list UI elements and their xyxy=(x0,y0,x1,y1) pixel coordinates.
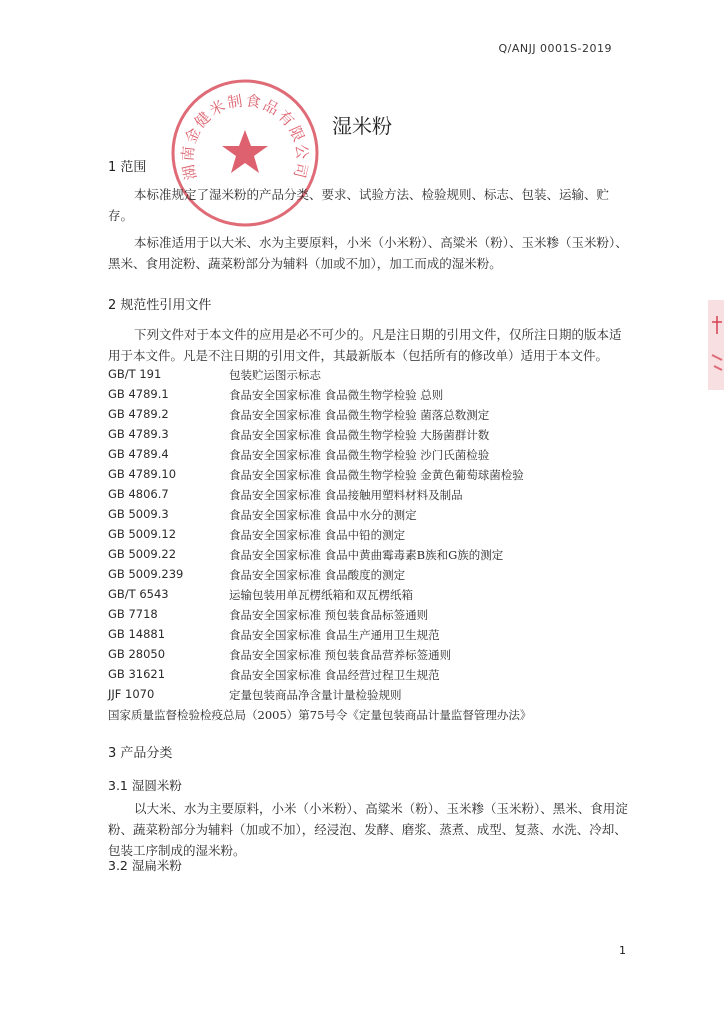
section-1-heading: 1 范围 xyxy=(108,160,147,175)
reference-row xyxy=(108,607,628,627)
section-2-heading: 2 规范性引用文件 xyxy=(108,298,212,313)
reference-name: 食品安全国家标准 食品酸度的测定 xyxy=(229,568,406,582)
reference-name: 食品安全国家标准 食品生产通用卫生规范 xyxy=(229,628,440,642)
reference-code: GB 4789.10 xyxy=(108,467,177,481)
reference-code: GB 4789.2 xyxy=(108,407,169,421)
reference-name: 食品安全国家标准 预包装食品标签通则 xyxy=(229,608,429,622)
reference-row xyxy=(108,527,628,547)
reference-name: 食品安全国家标准 食品微生物学检验 大肠菌群计数 xyxy=(229,428,490,442)
reference-row xyxy=(108,507,628,527)
reference-code: GB/T 191 xyxy=(108,367,162,381)
reference-name: 运输包装用单瓦楞纸箱和双瓦楞纸箱 xyxy=(229,588,413,602)
reference-row xyxy=(108,467,628,487)
reference-row xyxy=(108,587,628,607)
reference-code: GB 14881 xyxy=(108,627,166,641)
reference-name: 食品安全国家标准 食品微生物学检验 总则 xyxy=(229,388,444,402)
reference-code: GB/T 6543 xyxy=(108,587,169,601)
page-number: 1 xyxy=(619,944,626,957)
subsection-3-2-heading: 3.2 湿扁米粉 xyxy=(108,858,182,873)
reference-name: 食品安全国家标准 食品接触用塑料材料及制品 xyxy=(229,488,463,502)
reference-row xyxy=(108,547,628,567)
reference-name: 食品安全国家标准 食品中水分的测定 xyxy=(229,508,417,522)
regulation-reference: 国家质量监督检验检疫总局（2005）第75号令《定量包装商品计量监督管理办法》 xyxy=(108,708,532,722)
reference-code: GB 28050 xyxy=(108,647,166,661)
reference-code: GB 4789.4 xyxy=(108,447,169,461)
edge-seal-mark xyxy=(702,300,724,390)
reference-name: 包装贮运图示标志 xyxy=(229,368,321,382)
reference-code: GB 5009.12 xyxy=(108,527,177,541)
reference-name: 食品安全国家标准 食品中铅的测定 xyxy=(229,528,406,542)
reference-name: 食品安全国家标准 食品微生物学检验 沙门氏菌检验 xyxy=(229,448,490,462)
reference-row xyxy=(108,627,628,647)
reference-row xyxy=(108,387,628,407)
reference-name: 食品安全国家标准 预包装食品营养标签通则 xyxy=(229,648,452,662)
reference-row xyxy=(108,567,628,587)
document-code: Q/ANJJ 0001S-2019 xyxy=(498,42,612,55)
seal-text: 湖南金健米制食品有限公司 xyxy=(178,91,312,182)
reference-row xyxy=(108,487,628,507)
reference-code: GB 5009.22 xyxy=(108,547,177,561)
reference-name: 食品安全国家标准 食品微生物学检验 金黄色葡萄球菌检验 xyxy=(229,468,524,482)
section-2-intro: 下列文件对于本文件的应用是必不可少的。凡是注日期的引用文件，仅所注日期的版本适用于本文件。凡是不注日期的引用文件，其最新版本（包括所有的修改单）适用于本文件。 xyxy=(108,327,622,363)
reference-name: 食品安全国家标准 食品中黄曲霉毒素B族和G族的测定 xyxy=(229,548,504,562)
reference-row xyxy=(108,407,628,427)
reference-row xyxy=(108,427,628,447)
reference-code: GB 7718 xyxy=(108,607,158,621)
reference-code: GB 31621 xyxy=(108,667,166,681)
reference-name: 食品安全国家标准 食品经营过程卫生规范 xyxy=(229,668,440,682)
reference-row xyxy=(108,687,628,707)
section-1-paragraph-1: 本标准规定了湿米粉的产品分类、要求、试验方法、检验规则、标志、包装、运输、贮存。 xyxy=(108,187,610,223)
reference-row xyxy=(108,647,628,667)
reference-row xyxy=(108,667,628,687)
section-1-paragraph-2: 本标准适用于以大米、水为主要原料，小米（小米粉）、高粱米（粉）、玉米糁（玉米粉）、黑米、食用淀粉、蔬菜粉部分为辅料（加或不加），加工而成的湿米粉。 xyxy=(108,235,628,271)
reference-name: 定量包装商品净含量计量检验规则 xyxy=(229,688,402,702)
reference-code: GB 5009.239 xyxy=(108,567,184,581)
subsection-3-1-heading: 3.1 湿圆米粉 xyxy=(108,778,182,793)
reference-code: GB 4806.7 xyxy=(108,487,169,501)
reference-code: GB 4789.3 xyxy=(108,427,169,441)
document-title: 湿米粉 xyxy=(332,114,392,138)
subsection-3-1-text: 以大米、水为主要原料，小米（小米粉）、高粱米（粉）、玉米糁（玉米粉）、黑米、食用淀粉、蔬菜粉部分为辅料（加或不加），经浸泡、发酵、磨浆、蒸煮、成型、复蒸、水洗、冷却、包装工序制成的湿米粉。 xyxy=(108,801,628,858)
reference-row xyxy=(108,367,628,387)
reference-code: GB 4789.1 xyxy=(108,387,169,401)
reference-name: 食品安全国家标准 食品微生物学检验 菌落总数测定 xyxy=(229,408,490,422)
section-3-heading: 3 产品分类 xyxy=(108,746,173,761)
reference-code: JJF 1070 xyxy=(108,687,155,701)
reference-code: GB 5009.3 xyxy=(108,507,169,521)
reference-row xyxy=(108,447,628,467)
